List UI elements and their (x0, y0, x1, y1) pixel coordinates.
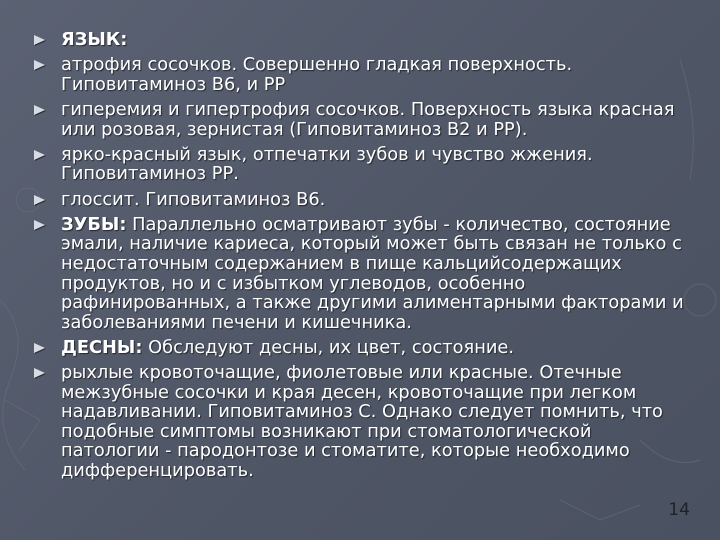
triangle-bullet-icon (34, 343, 45, 353)
bullet-text: Параллельно осматривают зубы - количество, состояние эмали, наличие кариеса, который может быть связан не только с недостаточным содержанием в пище кальцийсодержащих продуктов, но и с избытком углеводов, особенно рафинированных, а также другими алиментарными факторами и заболеваниями печени и кишечника. (61, 213, 684, 333)
bullet-item-gums (34, 338, 694, 358)
triangle-bullet-icon (34, 195, 45, 205)
triangle-bullet-icon (34, 60, 45, 70)
triangle-bullet-icon (34, 35, 45, 45)
bullet-item-glossitis (34, 190, 694, 210)
bullet-list (34, 30, 694, 486)
bullet-item-tongue-heading (34, 30, 694, 50)
bullet-item-bright-red-tongue (34, 145, 694, 184)
bullet-text: гиперемия и гипертрофия сосочков. Поверхность языка красная или розовая, зернистая (Гиповитаминоз В2 и РР). (61, 98, 675, 140)
triangle-bullet-icon (34, 220, 45, 230)
bullet-item-bleeding-gums (34, 363, 694, 481)
bullet-item-hyperemia (34, 100, 694, 139)
triangle-bullet-icon (34, 150, 45, 160)
bullet-text: Обследуют десны, их цвет, состояние. (142, 336, 514, 358)
section-heading-teeth: ЗУБЫ: (61, 213, 127, 235)
section-heading-gums: ДЕСНЫ: (61, 336, 143, 358)
triangle-bullet-icon (34, 105, 45, 115)
triangle-bullet-icon (34, 368, 45, 378)
page-number: 14 (668, 500, 690, 520)
bullet-text: атрофия сосочков. Совершенно гладкая поверхность. Гиповитаминоз В6, и РР (61, 54, 573, 95)
bullet-item-atrophy (34, 55, 694, 94)
bullet-text: ярко-красный язык, отпечатки зубов и чувство жжения. Гиповитаминоз РР. (61, 143, 593, 185)
bullet-text: глоссит. Гиповитаминоз В6. (61, 188, 326, 210)
section-heading-tongue: ЯЗЫК: (61, 29, 128, 50)
bullet-item-teeth (34, 215, 694, 333)
bullet-text: рыхлые кровоточащие, фиолетовые или красные. Отечные межзубные сосочки и края десен, кровоточащие при легком надавливании. Гиповитаминоз С. Однако следует помнить, что подобные симптомы возникают при стоматологической патологии - пародонтозе и стоматите, которые необходимо дифференцировать. (61, 362, 663, 482)
